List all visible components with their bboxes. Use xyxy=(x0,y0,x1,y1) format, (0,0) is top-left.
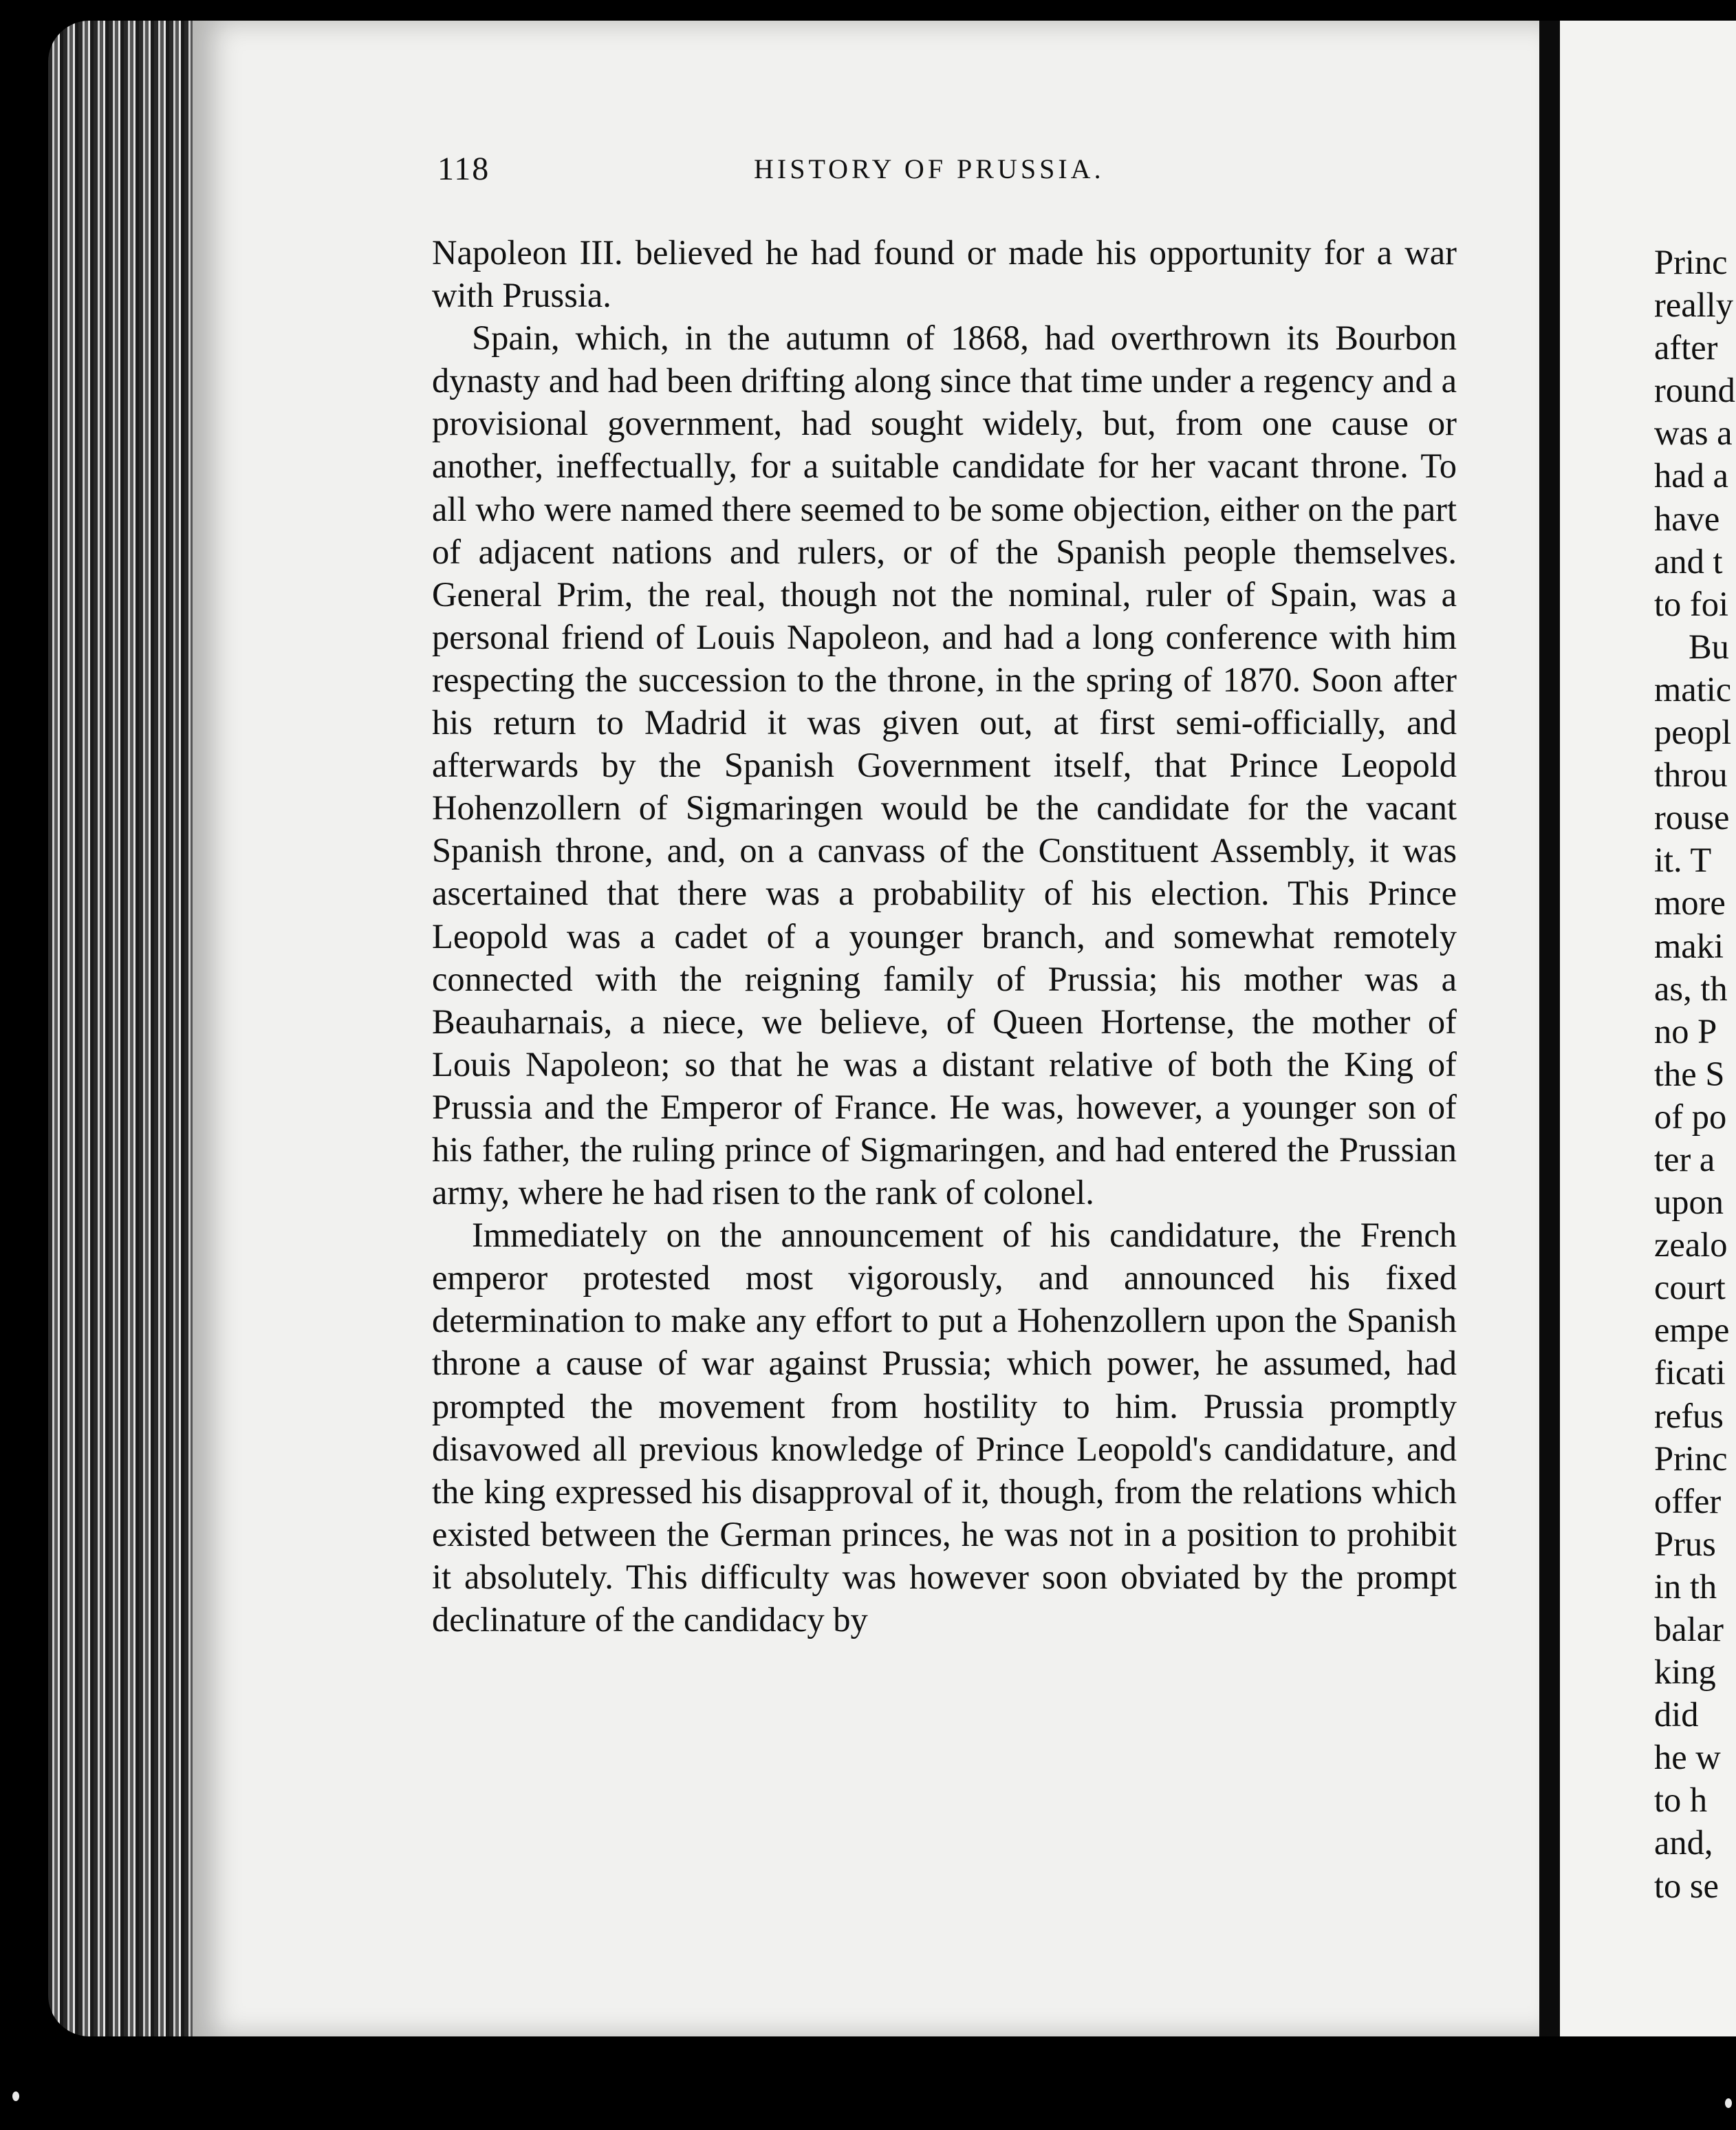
page-number: 118 xyxy=(437,151,490,187)
right-page-line: to foi xyxy=(1654,584,1729,623)
right-page-line: to h xyxy=(1654,1781,1708,1820)
paragraph-2: Spain, which, in the autumn of 1868, had overthrown its Bourbon dynasty and had been drifting along since that time under a regency and a provisional government, had sought widely, but, from one cause or another, ineffectually, for a suitable candidate for her vacant throne. To all who were named there seemed to be some objection, either on the part of adjacent nations and rulers, or of the Spanish people themselves. General Prim, the real, though not the nominal, ruler of Spain, was a personal friend of Louis Napoleon, and had a long conference with him respecting the succession to the throne, in the spring of 1870. Soon after his return to Madrid it was given out, at first semi-officially, and afterwards by the Spanish Government itself, that Prince Leopold Hohenzollern of Sigmaringen would be the candidate for the vacant Spanish throne, and, on a canvass of the Constituent Assembly, it was ascertained that there was a probability of his election. This Prince Leopold was a cadet of a younger branch, and somewhat remotely connected with the reigning family of Prussia; his mother was a Beauharnais, a niece, we believe, of Queen Hortense, the mother of Louis Napoleon; so that he was a distant relative of both the King of Prussia and the Emperor of France. He was, however, a younger son of his father, the ruling prince of Sigmaringen, and had entered the Prussian army, where he had risen to the rank of colonel. xyxy=(432,319,1457,1212)
right-page-line: round xyxy=(1654,371,1735,410)
right-page-line: ficati xyxy=(1654,1353,1726,1392)
right-page-line: court xyxy=(1654,1268,1726,1307)
page-header xyxy=(437,150,1455,191)
right-page-line: and, xyxy=(1654,1823,1713,1862)
right-page-line: and t xyxy=(1654,541,1723,581)
right-page-line: peopl xyxy=(1654,713,1732,752)
right-page-line: maki xyxy=(1654,926,1724,965)
right-page-line: ter a xyxy=(1654,1139,1715,1179)
right-page-text xyxy=(1654,241,1736,1907)
right-page-line: really xyxy=(1654,286,1733,325)
scan-speck xyxy=(12,2091,19,2101)
right-page-line: upon xyxy=(1654,1183,1724,1222)
right-page-line: to se xyxy=(1654,1866,1719,1905)
right-page-line: after xyxy=(1654,328,1718,367)
right-page-line: Princ xyxy=(1654,243,1728,281)
right-page-line: as, th xyxy=(1654,969,1728,1008)
right-page-line: did xyxy=(1654,1695,1699,1734)
right-page-line: had a xyxy=(1654,456,1728,495)
right-page-line: king xyxy=(1654,1653,1716,1692)
scan-speck xyxy=(1725,2098,1732,2108)
right-page-line: matic xyxy=(1654,669,1732,709)
right-page-line: was a xyxy=(1654,413,1733,453)
right-page-line: balar xyxy=(1654,1610,1724,1648)
right-page-line: have xyxy=(1654,499,1720,538)
book-gutter xyxy=(1539,21,1560,2036)
right-page-line: of po xyxy=(1654,1097,1727,1136)
right-page-line: Bu xyxy=(1689,627,1729,666)
right-page-line: in th xyxy=(1654,1567,1717,1606)
paragraph-1: Napoleon III. believed he had found or made his opportunity for a war with Prussia. xyxy=(432,233,1457,315)
right-page-line: empe xyxy=(1654,1311,1730,1350)
right-page-line: rouse xyxy=(1654,798,1730,837)
right-page-line: he w xyxy=(1654,1738,1721,1777)
right-page-line: offer xyxy=(1654,1481,1722,1520)
right-page-line: it. T xyxy=(1654,841,1712,880)
running-head: HISTORY OF PRUSSIA. xyxy=(754,153,1105,184)
right-page-line: throu xyxy=(1654,755,1728,795)
right-page-line: no P xyxy=(1654,1011,1717,1051)
right-page-line: refus xyxy=(1654,1396,1724,1435)
right-page-line: Prus xyxy=(1654,1524,1716,1563)
right-page-line: the S xyxy=(1654,1054,1725,1093)
right-page-line: more xyxy=(1654,883,1726,923)
right-page-line: zealo xyxy=(1654,1225,1728,1265)
body-text xyxy=(432,231,1457,1641)
scan-border xyxy=(0,2036,1736,2130)
right-page-line: Princ xyxy=(1654,1439,1728,1478)
paragraph-3: Immediately on the announcement of his candidature, the French emperor protested most vigorously, and announced his fixed determination to make any effort to put a Hohenzollern upon the Spanish throne a cause of war against Prussia; which power, he assumed, had prompted the movement from hostility to him. Prussia promptly disavowed all previous knowledge of Prince Leopold's candidature, and the king expressed his disapproval of it, though, from the relations which existed between the German princes, he was not in a position to prohibit it absolutely. This difficulty was however soon obviated by the prompt declinature of the candidacy by xyxy=(432,1216,1457,1639)
